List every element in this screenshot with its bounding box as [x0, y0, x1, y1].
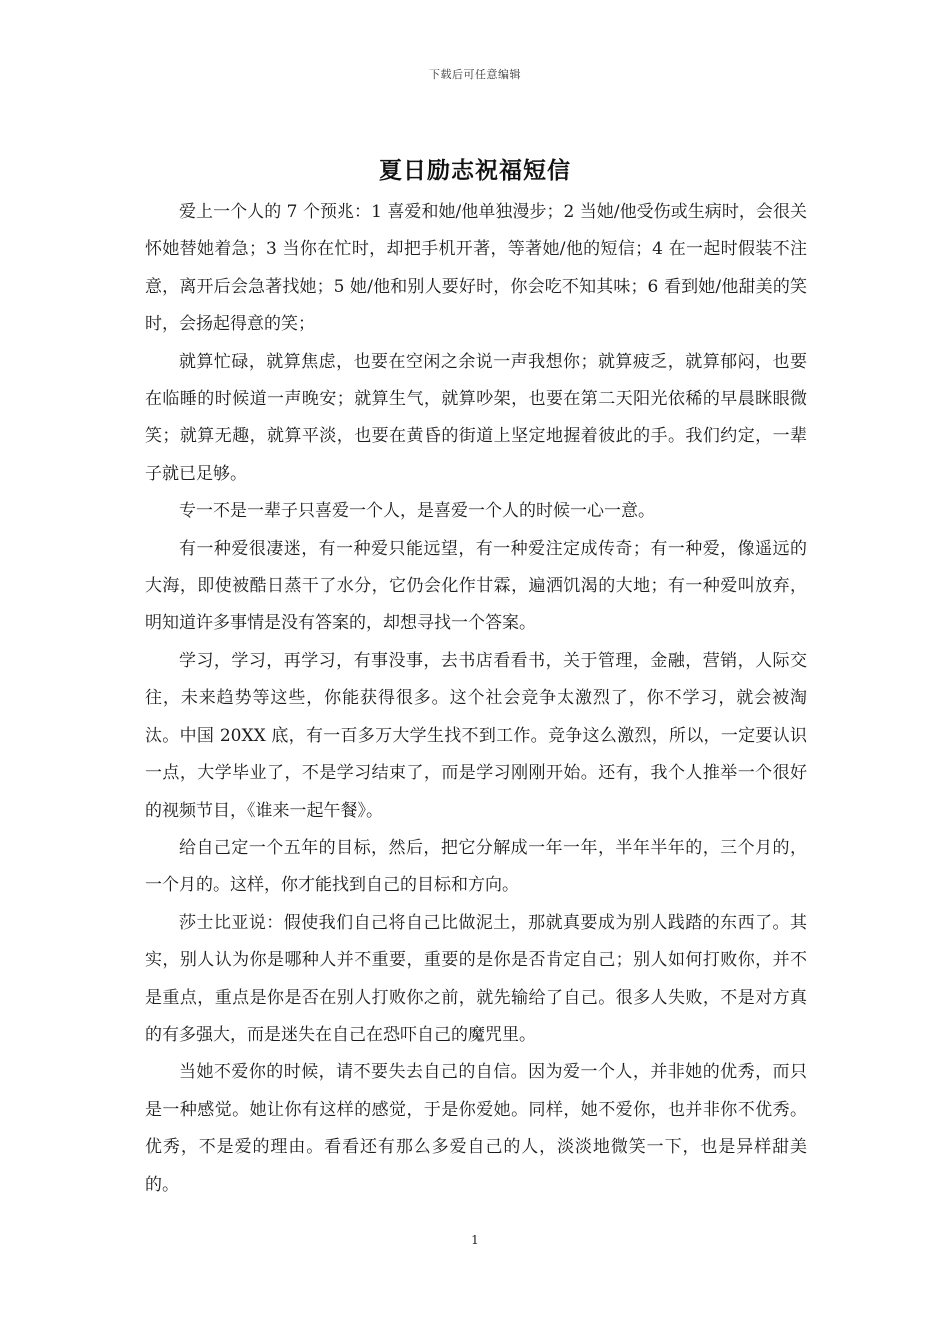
paragraph: 莎士比亚说：假使我们自己将自己比做泥土，那就真要成为别人践踏的东西了。其实，别人认为你是哪种人并不重要，重要的是你是否肯定自己；别人如何打败你，并不是重点，重点是你是否在别人打败你之前，就先输给了自己。很多人失败，不是对方真的有多强大，而是迷失在自己在恐吓自己的魔咒里。	[145, 912, 807, 1045]
page-number: 1	[471, 1233, 479, 1247]
header-note: 下载后可任意编辑	[429, 68, 521, 81]
document-title: 夏日励志祝福短信	[379, 157, 571, 184]
paragraph: 给自己定一个五年的目标，然后，把它分解成一年一年，半年半年的，三个月的，一个月的。这样，你才能找到自己的目标和方向。	[145, 837, 807, 896]
paragraph: 专一不是一辈子只喜爱一个人，是喜爱一个人的时候一心一意。	[179, 501, 655, 522]
paragraph: 就算忙碌，就算焦虑，也要在空闲之余说一声我想你；就算疲乏，就算郁闷，也要在临睡的时候道一声晚安；就算生气，就算吵架，也要在第二天阳光依稀的早晨眯眼微笑；就算无趣，就算平淡，也要在黄昏的街道上坚定地握着彼此的手。我们约定，一辈子就已足够。	[145, 351, 807, 484]
paragraph: 爱上一个人的 7 个预兆：1 喜爱和她/他单独漫步；2 当她/他受伤或生病时，会很关怀她替她着急；3 当你在忙时，却把手机开著，等著她/他的短信；4 在一起时假装不注意，离开后会急著找她；5 她/他和别人要好时，你会吃不知其味；6 看到她/他甜美的笑时，会扬起得意的笑；	[145, 202, 807, 335]
paragraph: 当她不爱你的时候，请不要失去自己的自信。因为爱一个人，并非她的优秀，而只是一种感觉。她让你有这样的感觉，于是你爱她。同样，她不爱你，也并非你不优秀。优秀，不是爱的理由。看看还有那么多爱自己的人，淡淡地微笑一下，也是异样甜美的。	[145, 1062, 807, 1195]
paragraph: 学习，学习，再学习，有事没事，去书店看看书，关于管理，金融，营销，人际交往，未来趋势等这些，你能获得很多。这个社会竞争太激烈了，你不学习，就会被淘汰。中国 20XX 底，有一百多万大学生找不到工作。竞争这么激烈，所以，一定要认识一点，大学毕业了，不是学习结束了，而是学习刚刚开始。还有，我个人推举一个很好的视频节目，《谁来一起午餐》。	[145, 650, 807, 821]
document-body	[145, 194, 807, 1204]
paragraph: 有一种爱很凄迷，有一种爱只能远望，有一种爱注定成传奇；有一种爱，像遥远的大海，即使被酷日蒸干了水分，它仍会化作甘霖，遍洒饥渴的大地；有一种爱叫放弃，明知道许多事情是没有答案的，却想寻找一个答案。	[145, 538, 807, 634]
